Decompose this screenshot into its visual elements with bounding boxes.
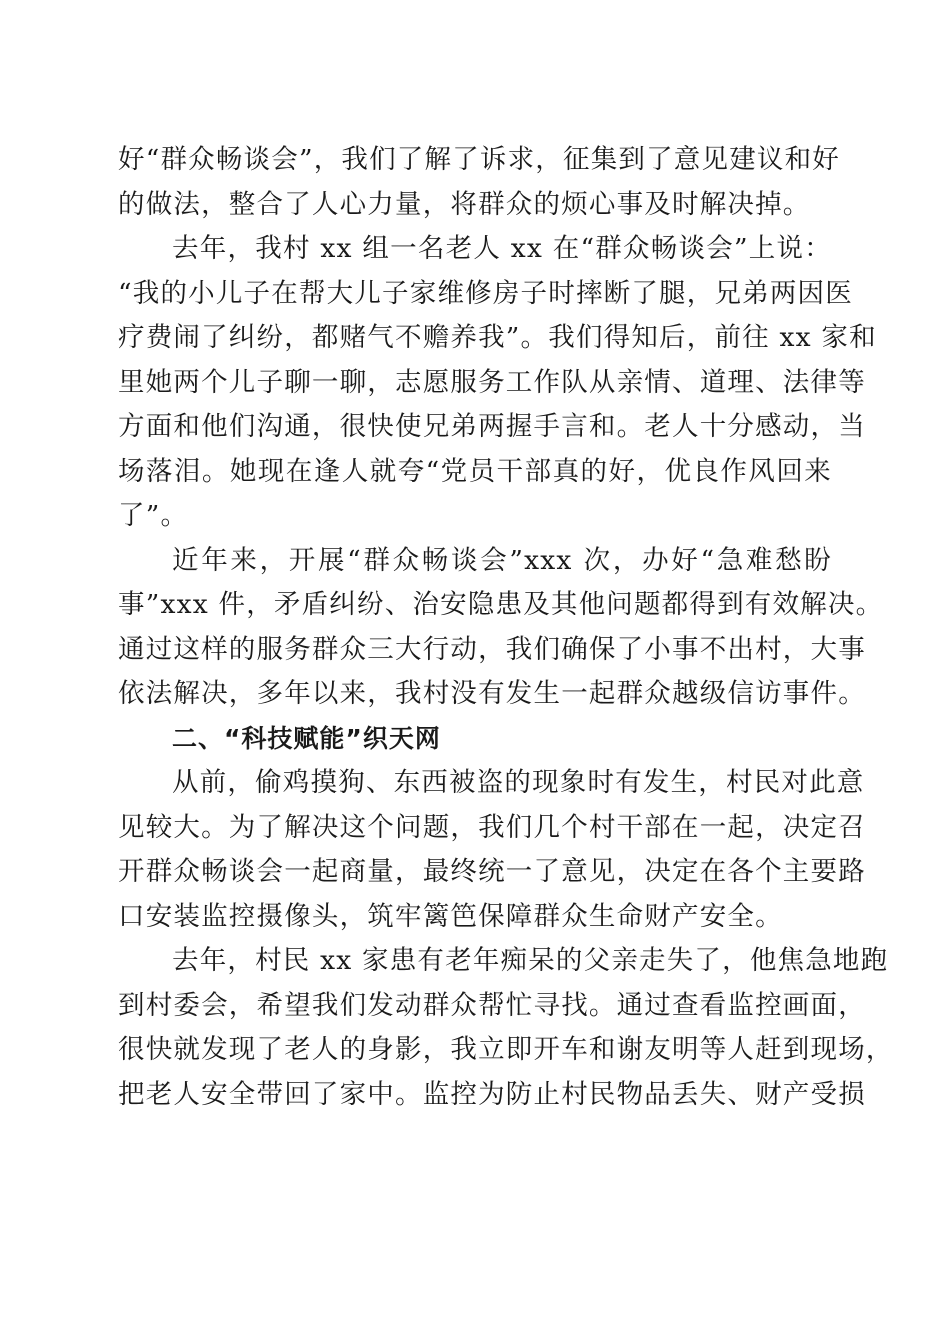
paragraph-5: [118, 939, 894, 1117]
text-line: 疗费闹了纠纷，都赌气不赡养我”。我们得知后，前往 xx 家和: [118, 322, 877, 353]
text-line: 开群众畅谈会一起商量，最终统一了意见，决定在各个主要路: [118, 856, 866, 887]
section-heading: 二、“科技赋能”织天网: [172, 723, 441, 753]
text-line: 把老人安全带回了家中。监控为防止村民物品丢失、财产受损: [118, 1078, 866, 1110]
text-line: 了”。: [118, 500, 189, 531]
text-line: 的做法，整合了人心力量，将群众的烦心事及时解决掉。: [118, 188, 811, 220]
text-line: 方面和他们沟通，很快使兄弟两握手言和。老人十分感动，当: [118, 411, 866, 442]
text-line: 依法解决，多年以来，我村没有发生一起群众越级信访事件。: [118, 678, 866, 709]
text-line: 到村委会，希望我们发动群众帮忙寻找。通过查看监控画面，: [118, 989, 866, 1021]
text-line: 事”xxx 件，矛盾纠纷、治安隐患及其他问题都得到有效解决。: [118, 589, 884, 620]
paragraph-1: [118, 138, 840, 227]
paragraph-2: [118, 227, 877, 539]
text-line: 很快就发现了老人的身影，我立即开车和谢友明等人赶到现场，: [118, 1034, 894, 1065]
text-line: 见较大。为了解决这个问题，我们几个村干部在一起，决定召: [118, 811, 866, 843]
document-body: [118, 138, 894, 1117]
text-line: “我的小儿子在帮大儿子家维修房子时摔断了腿，兄弟两因医: [118, 277, 853, 309]
text-line: 口安装监控摄像头，筑牢篱笆保障群众生命财产安全。: [118, 900, 783, 932]
text-line: 里她两个儿子聊一聊，志愿服务工作队从亲情、道理、法律等: [118, 366, 866, 398]
text-line: 近年来，开展“群众畅谈会”xxx 次，办好“急难愁盼: [172, 544, 832, 576]
paragraph-3: [118, 539, 884, 717]
text-line: 去年，村民 xx 家患有老年痴呆的父亲走失了，他焦急地跑: [172, 945, 889, 976]
text-line: 从前，偷鸡摸狗、东西被盗的现象时有发生，村民对此意: [172, 767, 865, 798]
text-line: 通过这样的服务群众三大行动，我们确保了小事不出村，大事: [118, 633, 866, 665]
text-line: 好“群众畅谈会”，我们了解了诉求，征集到了意见建议和好: [118, 144, 840, 175]
text-line: 去年，我村 xx 组一名老人 xx 在“群众畅谈会”上说：: [172, 233, 832, 264]
paragraph-4: [118, 761, 866, 939]
text-line: 场落泪。她现在逢人就夸“党员干部真的好，优良作风回来: [118, 455, 832, 487]
